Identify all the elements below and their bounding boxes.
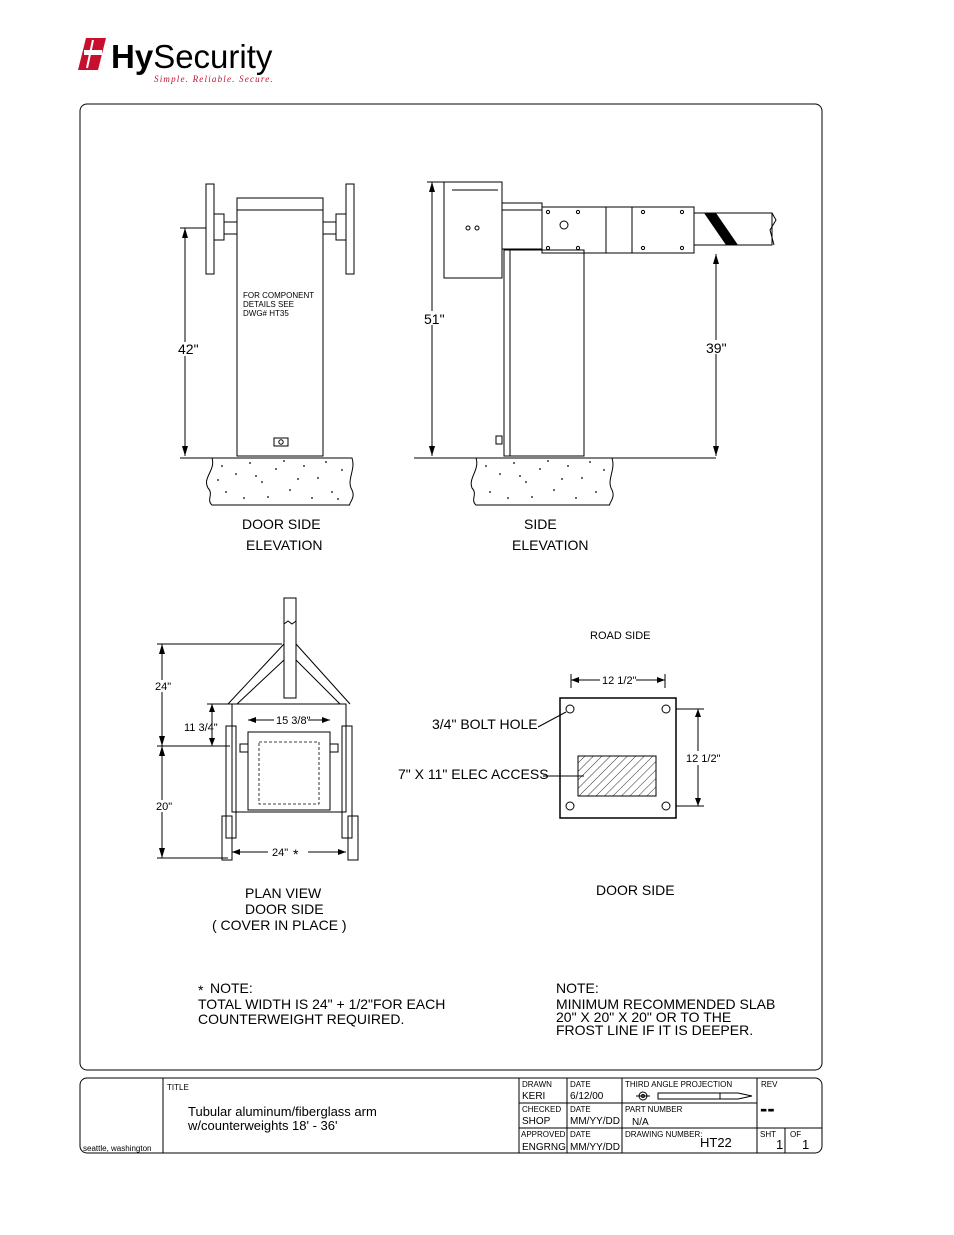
note-right-line2: 20" X 20" X 20" OR TO THE [556, 1009, 732, 1025]
tb-approved-date-label: DATE [570, 1130, 591, 1139]
brand-logo [78, 38, 274, 84]
component-note-line2: DETAILS SEE [243, 300, 294, 309]
tb-checked-date: MM/YY/DD [570, 1116, 620, 1127]
projection-symbol-icon [636, 1092, 752, 1100]
tb-drawing-number-label: DRAWING NUMBER: [625, 1130, 703, 1139]
dim-24-width: 24" [272, 847, 289, 859]
title-block [80, 1078, 822, 1153]
tb-approved-date: MM/YY/DD [570, 1142, 620, 1153]
width-asterisk: * [293, 846, 299, 862]
tb-drawn-date: 6/12/00 [570, 1091, 604, 1102]
tb-projection-label: THIRD ANGLE PROJECTION [625, 1080, 733, 1089]
tb-approved-label: APPROVED [521, 1130, 566, 1139]
tb-drawn-label: DRAWN [522, 1080, 552, 1089]
door-side-elevation-title-1: DOOR SIDE [242, 516, 321, 532]
tb-sht-label: SHT [760, 1130, 776, 1139]
dim-39: 39" [706, 340, 727, 356]
tb-drawing-number-value: HT22 [700, 1135, 732, 1150]
note-right [556, 980, 775, 1038]
component-note-line3: DWG# HT35 [243, 309, 289, 318]
side-elevation-title-1: SIDE [524, 516, 557, 532]
tb-title-line1: Tubular aluminum/fiberglass arm [188, 1104, 377, 1119]
drawing-frame [80, 104, 822, 1070]
slab-width-dim: 12 1/2" [602, 675, 637, 687]
note-left-marker: * [198, 982, 204, 998]
note-right-line1: MINIMUM RECOMMENDED SLAB [556, 996, 776, 1012]
plan-view-title-3: ( COVER IN PLACE ) [212, 917, 347, 933]
concrete-footing [206, 458, 353, 505]
note-left-heading: NOTE: [210, 980, 253, 996]
tb-title-label: TITLE [167, 1083, 189, 1092]
tb-checked-date-label: DATE [570, 1105, 591, 1114]
tb-rev-label: REV [761, 1080, 778, 1089]
road-side-label: ROAD SIDE [590, 630, 651, 642]
tb-checked-value: SHOP [522, 1116, 551, 1127]
dim-20-plan: 20" [156, 801, 173, 813]
door-side-elevation-title-2: ELEVATION [246, 537, 323, 553]
dim-11-3-4: 11 3/4" [184, 722, 218, 734]
dim-51: 51" [424, 311, 445, 327]
plan-view-title-1: PLAN VIEW [245, 885, 322, 901]
tb-of-label: OF [790, 1130, 802, 1139]
brand-name: HySecurity [111, 38, 273, 75]
tb-of-value: 1 [802, 1137, 810, 1152]
side-elevation-title-2: ELEVATION [512, 537, 589, 553]
tb-rev-value: -- [760, 1096, 775, 1121]
tb-drawn-date-label: DATE [570, 1080, 591, 1089]
side-elevation-view [414, 182, 776, 553]
elec-access-label: 7" X 11" ELEC ACCESS [398, 766, 549, 782]
slab-depth-dim: 12 1/2" [686, 753, 721, 765]
dim-15-3-8: 15 3/8" [276, 715, 311, 727]
note-left [198, 980, 445, 1027]
tb-part-number-label: PART NUMBER [625, 1105, 683, 1114]
door-side-elevation-view [174, 184, 354, 553]
tb-part-number-value: N/A [632, 1117, 649, 1128]
dim-24-plan: 24" [155, 681, 172, 693]
note-left-line2: COUNTERWEIGHT REQUIRED. [198, 1011, 405, 1027]
door-side-label: DOOR SIDE [596, 882, 675, 898]
tb-checked-label: CHECKED [522, 1105, 562, 1114]
bolt-hole-label: 3/4" BOLT HOLE [432, 716, 538, 732]
component-note-line1: FOR COMPONENT [243, 291, 315, 300]
tb-approved-value: ENGRNG [522, 1142, 566, 1153]
brand-tagline: Simple. Reliable. Secure. [154, 74, 274, 84]
note-right-heading: NOTE: [556, 980, 599, 996]
concrete-footing-side [471, 458, 613, 505]
slab-view [398, 630, 721, 898]
dim-42: 42" [178, 341, 199, 357]
tb-title-line2: w/counterweights 18' - 36' [188, 1118, 338, 1133]
note-right-line3: FROST LINE IF IT IS DEEPER. [556, 1022, 754, 1038]
hy-logo-icon [78, 38, 106, 70]
tb-sht-value: 1 [776, 1137, 784, 1152]
tb-drawn-value: KERI [522, 1091, 546, 1102]
tb-location: seattle, washington [83, 1144, 152, 1153]
plan-view [152, 598, 358, 933]
plan-view-title-2: DOOR SIDE [245, 901, 324, 917]
lock-icon [274, 438, 288, 446]
note-left-line1: TOTAL WIDTH IS 24" + 1/2"FOR EACH [198, 996, 446, 1012]
